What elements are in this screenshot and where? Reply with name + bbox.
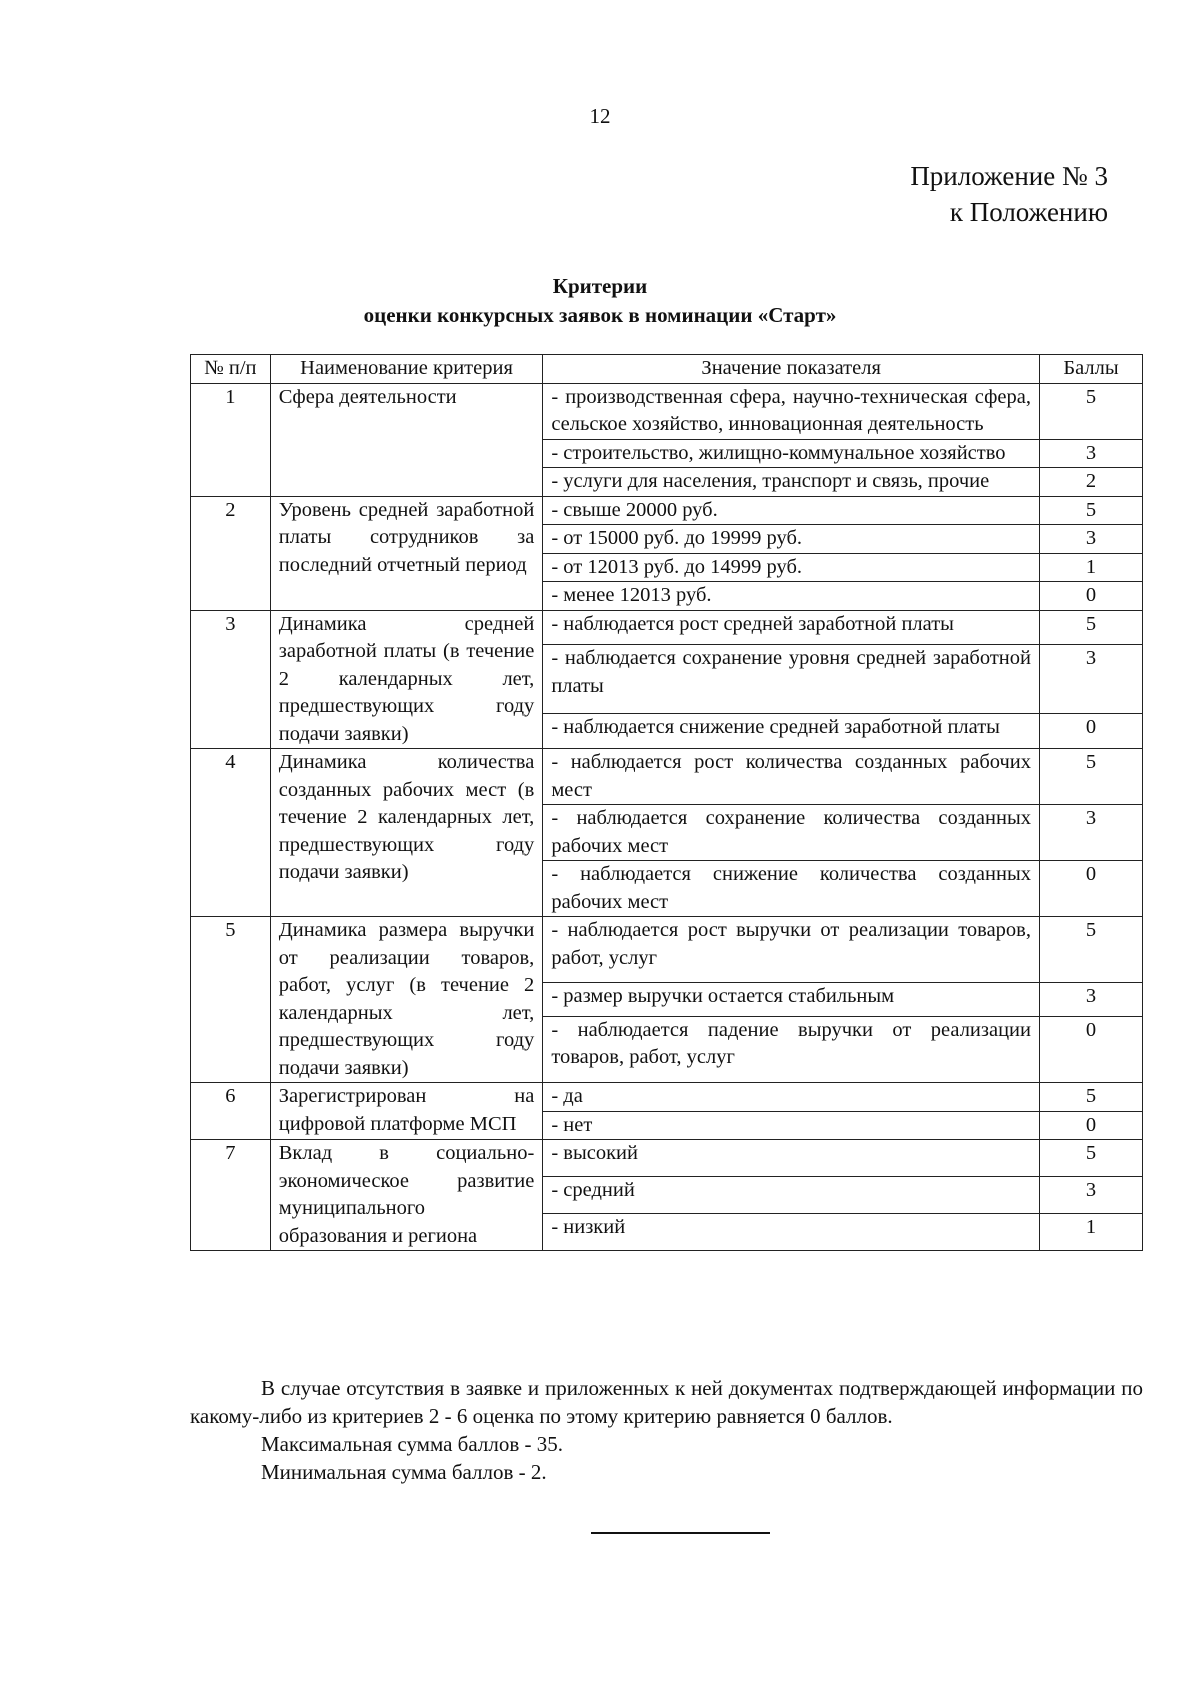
footer-notes — [190, 1374, 1143, 1486]
criteria-table-body — [191, 355, 1143, 1251]
indicator-value: - от 12013 руб. до 14999 руб. — [543, 553, 1040, 582]
indicator-value: - менее 12013 руб. — [543, 582, 1040, 611]
indicator-value: - строительство, жилищно-коммунальное хозяйство — [543, 439, 1040, 468]
indicator-value: - наблюдается рост средней заработной платы — [543, 610, 1040, 645]
max-sum-line: Максимальная сумма баллов - 35. — [261, 1432, 563, 1456]
indicator-value: - наблюдается рост количества созданных рабочих мест — [543, 749, 1040, 805]
indicator-points: 5 — [1040, 917, 1143, 983]
table-row — [191, 496, 1143, 525]
indicator-points: 5 — [1040, 1083, 1143, 1112]
criterion-number: 2 — [191, 496, 271, 610]
criterion-name: Динамика средней заработной платы (в течение 2 календарных лет, предшествующих году подачи заявки) — [270, 610, 543, 749]
indicator-value: - наблюдается рост выручки от реализации товаров, работ, услуг — [543, 917, 1040, 983]
criterion-number: 4 — [191, 749, 271, 917]
indicator-value: - нет — [543, 1111, 1040, 1140]
criterion-number: 3 — [191, 610, 271, 749]
indicator-value: - размер выручки остается стабильным — [543, 983, 1040, 1017]
indicator-points: 3 — [1040, 805, 1143, 861]
criterion-number: 1 — [191, 383, 271, 496]
indicator-value: - наблюдается снижение количества созданных рабочих мест — [543, 861, 1040, 917]
indicator-points: 3 — [1040, 1177, 1143, 1214]
indicator-points: 1 — [1040, 553, 1143, 582]
header-value: Значение показателя — [543, 355, 1040, 384]
table-row — [191, 383, 1143, 439]
indicator-points: 3 — [1040, 439, 1143, 468]
title-line-2: оценки конкурсных заявок в номинации «Старт» — [363, 303, 837, 327]
appendix-reference — [910, 158, 1108, 230]
indicator-points: 3 — [1040, 983, 1143, 1017]
appendix-number: Приложение № 3 — [910, 161, 1108, 191]
criterion-name: Динамика размера выручки от реализации товаров, работ, услуг (в течение 2 календарных лет, предшествующих году подачи заявки) — [270, 917, 543, 1083]
indicator-value: - средний — [543, 1177, 1040, 1214]
indicator-points: 3 — [1040, 645, 1143, 714]
table-row — [191, 1140, 1143, 1177]
table-row — [191, 917, 1143, 983]
indicator-points: 0 — [1040, 1016, 1143, 1082]
indicator-points: 5 — [1040, 749, 1143, 805]
criterion-name: Вклад в социально-экономическое развитие муниципального образования и региона — [270, 1140, 543, 1251]
indicator-value: - наблюдается снижение средней заработной платы — [543, 714, 1040, 749]
indicator-value: - высокий — [543, 1140, 1040, 1177]
indicator-value: - наблюдается сохранение количества созданных рабочих мест — [543, 805, 1040, 861]
table-row — [191, 749, 1143, 805]
criterion-name: Динамика количества созданных рабочих мест (в течение 2 календарных лет, предшествующих году подачи заявки) — [270, 749, 543, 917]
criterion-name: Сфера деятельности — [270, 383, 543, 496]
table-row — [191, 610, 1143, 645]
indicator-value: - производственная сфера, научно-техническая сфера, сельское хозяйство, инновационная деятельность — [543, 383, 1040, 439]
criterion-number: 7 — [191, 1140, 271, 1251]
indicator-value: - свыше 20000 руб. — [543, 496, 1040, 525]
title-line-1: Критерии — [552, 274, 648, 298]
indicator-value: - да — [543, 1083, 1040, 1112]
appendix-target: к Положению — [949, 197, 1108, 227]
page-number: 12 — [589, 104, 611, 128]
document-title — [0, 272, 1200, 330]
table-row — [191, 1083, 1143, 1112]
header-points: Баллы — [1040, 355, 1143, 384]
criteria-table — [190, 354, 1143, 1251]
indicator-value: - наблюдается сохранение уровня средней заработной платы — [543, 645, 1040, 714]
indicator-points: 5 — [1040, 610, 1143, 645]
criterion-number: 6 — [191, 1083, 271, 1140]
missing-info-note: В случае отсутствия в заявке и приложенных к ней документах подтверждающей информации по какому-либо из критериев 2 - 6 оценка по этому критерию равняется 0 баллов. — [190, 1376, 1143, 1428]
indicator-value: - услуги для населения, транспорт и связь, прочие — [543, 468, 1040, 497]
indicator-points: 5 — [1040, 496, 1143, 525]
table-header-row — [191, 355, 1143, 384]
indicator-points: 5 — [1040, 383, 1143, 439]
indicator-points: 0 — [1040, 582, 1143, 611]
indicator-points: 3 — [1040, 525, 1143, 554]
indicator-value: - низкий — [543, 1214, 1040, 1251]
indicator-points: 5 — [1040, 1140, 1143, 1177]
indicator-points: 0 — [1040, 714, 1143, 749]
end-divider — [591, 1532, 770, 1534]
header-num: № п/п — [191, 355, 271, 384]
indicator-points: 1 — [1040, 1214, 1143, 1251]
indicator-value: - от 15000 руб. до 19999 руб. — [543, 525, 1040, 554]
header-name: Наименование критерия — [270, 355, 543, 384]
min-sum-line: Минимальная сумма баллов - 2. — [261, 1460, 547, 1484]
criterion-number: 5 — [191, 917, 271, 1083]
indicator-points: 0 — [1040, 861, 1143, 917]
indicator-points: 0 — [1040, 1111, 1143, 1140]
indicator-value: - наблюдается падение выручки от реализации товаров, работ, услуг — [543, 1016, 1040, 1082]
criterion-name: Зарегистрирован на цифровой платформе МСП — [270, 1083, 543, 1140]
criterion-name: Уровень средней заработной платы сотрудников за последний отчетный период — [270, 496, 543, 610]
indicator-points: 2 — [1040, 468, 1143, 497]
